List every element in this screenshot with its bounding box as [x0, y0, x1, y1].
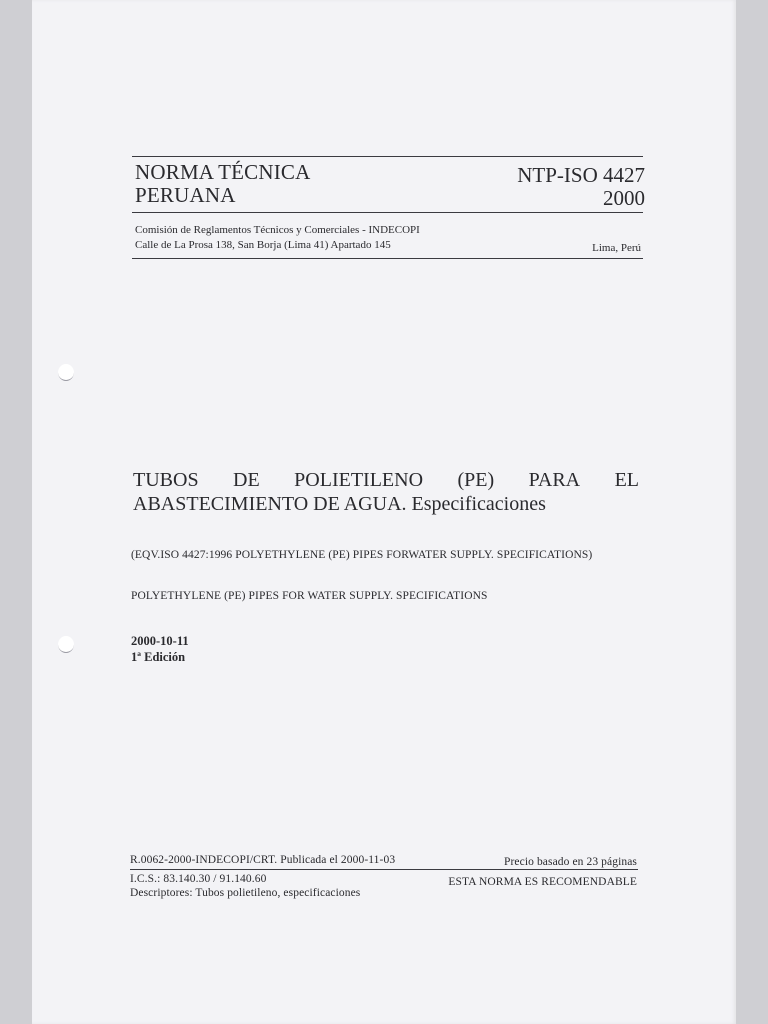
- header-rule-middle: [132, 212, 643, 213]
- header-rule-bottom: [132, 258, 643, 259]
- norm-title-line1: NORMA TÉCNICA: [135, 160, 311, 184]
- english-title: POLYETHYLENE (PE) PIPES FOR WATER SUPPLY. SPECIFICATIONS: [131, 590, 488, 602]
- norm-code: NTP-ISO 4427: [517, 163, 645, 187]
- resolution-line: R.0062-2000-INDECOPI/CRT. Publicada el 2000-11-03: [130, 854, 396, 866]
- punch-hole-top: [58, 364, 74, 381]
- main-title-word: POLIETILENO: [294, 469, 424, 491]
- footer-rule: [130, 869, 638, 870]
- edition-date: 2000-10-11: [131, 634, 189, 648]
- main-title-word: TUBOS: [133, 469, 199, 491]
- main-title-line2: ABASTECIMIENTO DE AGUA. Especificaciones: [133, 493, 546, 515]
- edition-label: 1ª Edición: [131, 650, 186, 664]
- equivalence-note: (EQV.ISO 4427:1996 POLYETHYLENE (PE) PIPES FORWATER SUPPLY. SPECIFICATIONS): [131, 549, 593, 561]
- main-title-word: (PE): [457, 469, 495, 491]
- punch-hole-bottom: [58, 636, 74, 653]
- price-note: Precio basado en 23 páginas: [504, 856, 637, 868]
- main-title-word: PARA: [528, 469, 581, 491]
- org-location: Lima, Perú: [592, 242, 641, 254]
- main-title-word: DE: [233, 469, 260, 491]
- main-title-word: EL: [614, 469, 639, 491]
- header-rule-top: [132, 156, 643, 157]
- org-address: Calle de La Prosa 138, San Borja (Lima 41) Apartado 145: [135, 239, 391, 251]
- main-title-line1: [133, 468, 639, 492]
- recommendation-note: ESTA NORMA ES RECOMENDABLE: [448, 876, 637, 888]
- norm-year: 2000: [603, 186, 645, 210]
- norm-title-line2: PERUANA: [135, 183, 236, 207]
- descriptors-line: Descriptores: Tubos polietileno, especificaciones: [130, 887, 361, 899]
- org-name: Comisión de Reglamentos Técnicos y Comerciales - INDECOPI: [135, 224, 420, 236]
- ics-line: I.C.S.: 83.140.30 / 91.140.60: [130, 873, 267, 885]
